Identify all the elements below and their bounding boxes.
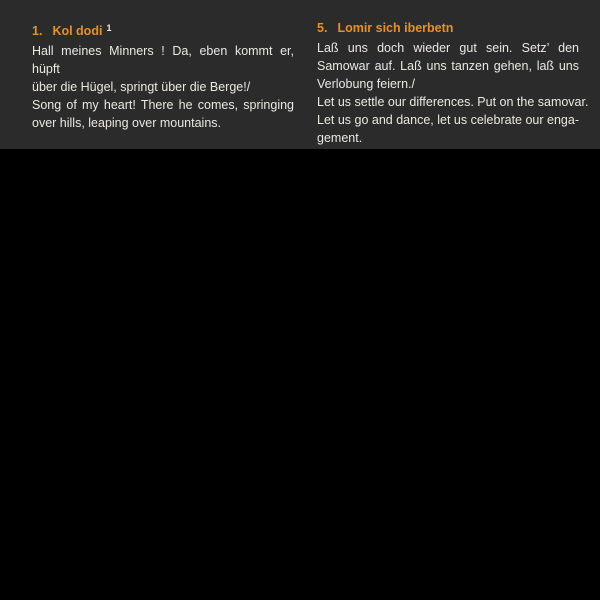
blank-black-area	[0, 149, 600, 600]
song-1-section	[32, 18, 294, 132]
song-1-line-2: über die Hügel, springt über die Berge!/	[32, 80, 251, 94]
song-5-line-5: Let us go and dance, let us celebrate our enga-	[317, 113, 579, 127]
song-5-line-4: Let us settle our differences. Put on the samovar.	[317, 95, 589, 109]
song-1-line-1: Hall meines Minners ! Da, eben kommt er, hüpft	[32, 44, 294, 76]
song-5-number: 5.	[317, 21, 328, 35]
song-1-line-3: Song of my heart! There he comes, springing	[32, 98, 294, 112]
song-5-line-3: Verlobung feiern./	[317, 77, 415, 91]
right-column	[317, 18, 589, 161]
song-5-line-1: Laß uns doch wieder gut sein. Setz’ den	[317, 41, 579, 55]
song-5-title: Lomir sich iberbetn	[337, 21, 454, 35]
song-5-line-2: Samowar auf. Laß uns tanzen gehen, laß uns	[317, 59, 579, 73]
song-1-number: 1.	[32, 24, 43, 38]
song-1-heading	[32, 18, 294, 41]
song-1-footnote-marker: 1	[106, 23, 112, 33]
song-1-title: Kol dodi	[52, 24, 103, 38]
song-5-heading	[317, 18, 579, 38]
song-5-line-6: gement.	[317, 131, 363, 145]
song-5-section	[317, 18, 589, 147]
liner-notes-scan	[0, 0, 600, 149]
song-1-line-4: over hills, leaping over mountains.	[32, 116, 221, 130]
